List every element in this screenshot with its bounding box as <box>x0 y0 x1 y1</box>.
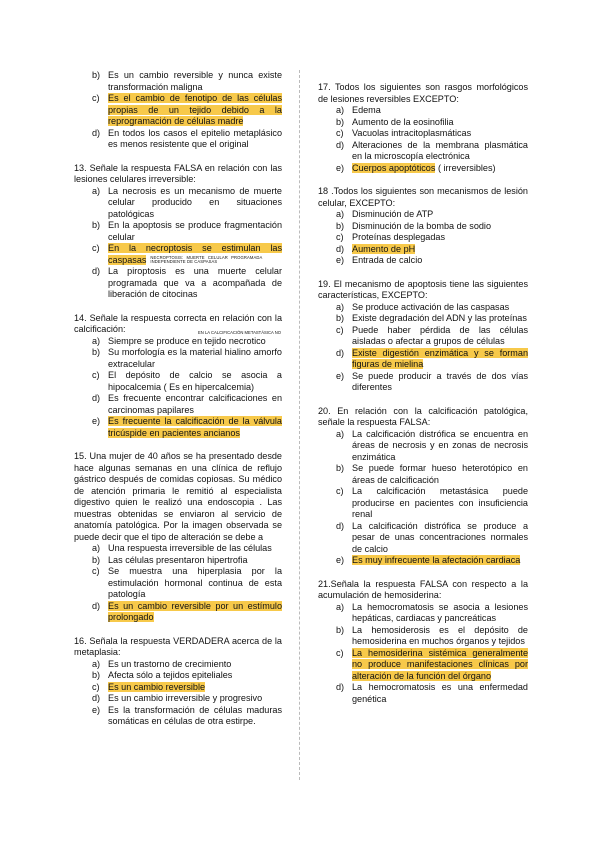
option-text: Vacuolas intracitoplasmáticas <box>352 128 472 138</box>
option-16b[interactable]: b) Afecta sólo a tejidos epiteliales <box>92 670 233 680</box>
option-text-highlighted: La hemosiderina sistémica generalmente no produce manifestaciones clínicas por alteración de la función del órgano <box>352 647 528 681</box>
options-list <box>74 543 282 624</box>
question-17 <box>318 82 528 174</box>
option-17a[interactable]: a) Edema <box>336 105 381 115</box>
option-text: Aumento de la eosinofilia <box>352 116 454 127</box>
option-20a[interactable]: a) La calcificación distrófica se encuentra en áreas de necrosis y en zonas de necrosis enzimática <box>336 428 528 462</box>
option-text: La calcificación distrófica se produce a pesar de unas concentraciones normales de calcio <box>352 520 528 554</box>
option-20b[interactable]: b) Se puede formar hueso heterotópico en áreas de calcificación <box>336 463 528 485</box>
option-text: En todos los casos el epitelio metaplásico es menos resistente que el original <box>108 127 282 149</box>
option-text: La calcificación metastásica puede producirse en pacientes con insuficiencia renal <box>352 486 528 519</box>
option-15d[interactable]: d) Es un cambio reversible por un estímulo prolongado <box>92 600 282 622</box>
handwritten-note: NECROPTOSIS: MUERTE CELULAR PROGRAMADA INDEPENDIENTE DE CASPASAS <box>150 254 263 265</box>
option-text: Siempre se produce en tejido necrotico <box>108 335 266 346</box>
option-text: Es la transformación de células maduras somáticas en células de otra estirpe. <box>108 704 282 726</box>
option-19d[interactable]: d) Existe digestión enzimática y se forman figuras de mielina <box>336 347 528 369</box>
left-column <box>74 70 282 740</box>
option-21a[interactable]: a) La hemocromatosis se asocia a lesiones hepáticas, cardiacas y pancreáticas <box>336 601 528 623</box>
option-18e[interactable]: e) Entrada de calcio <box>336 255 423 265</box>
question-15 <box>74 451 282 624</box>
question-20 <box>318 406 528 567</box>
question-stem: 17. Todos los siguientes son rasgos morfológicos de lesiones reversibles EXCEPTO: <box>318 82 528 104</box>
option-17d[interactable]: d) Alteraciones de la membrana plasmática en la microscopía electrónica <box>336 139 528 161</box>
option-18b[interactable]: b) Disminución de la bomba de sodio <box>336 220 492 231</box>
option-text: Edema <box>352 105 381 115</box>
option-text-highlighted: Es el cambio de fenotipo de las células propias de un tejido debido a la reprogramación de células madre <box>108 93 282 126</box>
option-19a[interactable]: a) Se produce activación de las caspasas <box>336 301 510 312</box>
option-text: Se puede producir a través de dos vías diferentes <box>352 370 528 392</box>
option-text: Se produce activación de las caspasas <box>352 301 510 312</box>
option-text: La hemocromatosis se asocia a lesiones hepáticas, cardiacas y pancreáticas <box>352 601 528 623</box>
option-15c[interactable]: c) Se muestra una hiperplasia por la estimulación hormonal continua de esta patología <box>92 566 282 599</box>
option-19c[interactable]: c) Puede haber pérdida de las células aisladas o afectar a grupos de células <box>336 324 528 346</box>
option-text-highlighted: Es muy infrecuente la afectación cardiaca <box>352 555 521 565</box>
options-list <box>318 209 528 267</box>
option-text: Es un cambio reversible y nunca existe transformación maligna <box>108 70 282 92</box>
option-19b[interactable]: b) Existe degradación del ADN y las proteínas <box>336 313 527 323</box>
right-column <box>318 70 528 717</box>
question-stem: 13. Señale la respuesta FALSA en relación con las lesiones celulares irreversible: <box>74 162 282 184</box>
option-14c[interactable]: c) El depósito de calcio se asocia a hipocalcemia ( Es en hipercalcemia) <box>92 370 282 392</box>
option-13d[interactable]: d) La piroptosis es una muerte celular programada que va a acompañada de liberación de citocinas <box>92 266 282 299</box>
question-stem: 18 .Todos los siguientes son mecanismos de lesión celular, EXCEPTO: <box>318 186 528 208</box>
option-13c[interactable]: c) En la necroptosis se estimulan las caspasas NECROPTOSIS: MUERTE CELULAR PROGRAMADA INDEPENDIENTE DE CASPASAS <box>92 243 282 265</box>
option-text: Existe degradación del ADN y las proteínas <box>352 313 527 323</box>
option-text-highlighted: Es un cambio reversible por un estímulo prolongado <box>108 600 282 622</box>
option-16c[interactable]: c) Es un cambio reversible <box>92 681 206 692</box>
options-list <box>318 105 528 174</box>
question-stem: 20. En relación con la calcificación patológica, señale la respuesta FALSA: <box>318 405 528 427</box>
option-text: Su morfología es la material hialino amorfo extracelular <box>108 347 282 369</box>
calcification-note: EN LA CALCIFICACIÓN METASTÁSICA NO <box>198 329 281 335</box>
options-list <box>74 336 282 440</box>
options-list <box>318 302 528 394</box>
option-21d[interactable]: d) La hemocromatosis es una enfermedad genética <box>336 682 528 704</box>
option-12b[interactable]: b) Es un cambio reversible y nunca existe transformación maligna <box>92 70 282 92</box>
option-14a[interactable]: a) Siempre se produce en tejido necrotico <box>92 335 266 346</box>
option-20d[interactable]: d) La calcificación distrófica se produce a pesar de unas concentraciones normales de calcio <box>336 520 528 554</box>
options-list <box>318 602 528 706</box>
question-16 <box>74 636 282 728</box>
option-14e[interactable]: e) Es frecuente la calcificación de la válvula tricúspide en pacientes ancianos <box>92 416 282 438</box>
option-17e[interactable]: e) Cuerpos apoptóticos ( irreversibles) <box>336 162 496 173</box>
options-list <box>74 70 282 151</box>
question-19 <box>318 279 528 394</box>
option-text: Se muestra una hiperplasia por la estimulación hormonal continua de esta patología <box>108 566 282 599</box>
question-14 <box>74 313 282 440</box>
column-divider <box>299 70 300 780</box>
option-21c[interactable]: c) La hemosiderina sistémica generalmente no produce manifestaciones clínicas por alteración de la función del órgano <box>336 647 528 681</box>
option-text: Puede haber pérdida de las células aisladas o afectar a grupos de células <box>352 324 528 346</box>
option-text-highlighted: Cuerpos apoptóticos <box>352 162 436 173</box>
option-text-highlighted: Existe digestión enzimática y se forman figuras de mielina <box>352 347 528 369</box>
option-16a[interactable]: a) Es un trastorno de crecimiento <box>92 658 232 669</box>
options-list <box>74 659 282 728</box>
option-text: La hemocromatosis es una enfermedad genética <box>352 682 528 704</box>
option-text-highlighted: Es frecuente la calcificación de la válvula tricúspide en pacientes ancianos <box>108 416 282 438</box>
option-text: Proteínas desplegadas <box>352 232 446 242</box>
option-18d[interactable]: d) Aumento de pH <box>336 243 416 254</box>
option-15b[interactable]: b) Las células presentaron hipertrofia <box>92 554 248 565</box>
question-stem: 21.Señala la respuesta FALSA con respecto a la acumulación de hemosiderina: <box>318 578 528 600</box>
option-16e[interactable]: e) Es la transformación de células maduras somáticas en células de otra estirpe. <box>92 704 282 726</box>
question-stem: 16. Señala la respuesta VERDADERA acerca de la metaplasia: <box>74 635 282 657</box>
option-13b[interactable]: b) En la apoptosis se produce fragmentación celular <box>92 220 282 242</box>
question-stem: 15. Una mujer de 40 años se ha presentado desde hace algunas semanas en una clínica de reflujo gástrico después de comidas copiosas. Su médico de atención primaria le remitió al especialista digestivo quien le realizó una endoscopia . Las muestras obtenidas se enviaron al servicio de anatomía patológica. Por la imagen observada se puede decir que el tipo de alteración se debe a <box>74 451 282 542</box>
option-text-highlighted: Es un cambio reversible <box>108 681 206 692</box>
option-20e[interactable]: e) Es muy infrecuente la afectación cardiaca <box>336 555 521 565</box>
option-21b[interactable]: b) La hemosiderosis es el depósito de hemosiderina en muchos órganos y tejidos <box>336 624 528 646</box>
option-12d[interactable]: d) En todos los casos el epitelio metaplásico es menos resistente que el original <box>92 127 282 149</box>
option-19e[interactable]: e) Se puede producir a través de dos vías diferentes <box>336 370 528 392</box>
option-text: Disminución de ATP <box>352 209 434 219</box>
option-20c[interactable]: c) La calcificación metastásica puede producirse en pacientes con insuficiencia renal <box>336 486 528 519</box>
option-text: El depósito de calcio se asocia a hipocalcemia ( Es en hipercalcemia) <box>108 370 282 392</box>
question-13 <box>74 163 282 301</box>
option-text: Es un cambio irreversible y progresivo <box>108 693 263 703</box>
options-list <box>74 186 282 301</box>
question-21 <box>318 579 528 706</box>
option-text: La hemosiderosis es el depósito de hemosiderina en muchos órganos y tejidos <box>352 624 528 646</box>
option-text: En la apoptosis se produce fragmentación celular <box>108 220 282 242</box>
question-stem: 14. Señale la respuesta correcta en relación con la calcificación: <box>74 312 282 334</box>
option-text: Disminución de la bomba de sodio <box>352 220 492 231</box>
option-17b[interactable]: b) Aumento de la eosinofilia <box>336 116 454 127</box>
option-text: Se puede formar hueso heterotópico en áreas de calcificación <box>352 463 528 485</box>
option-16d[interactable]: d) Es un cambio irreversible y progresivo <box>92 693 263 703</box>
question-stem: 19. El mecanismo de apoptosis tiene las siguientes características, EXCEPTO: <box>318 278 528 300</box>
option-13a[interactable]: a) La necrosis es un mecanismo de muerte celular producido en situaciones patológicas <box>92 185 282 219</box>
option-18a[interactable]: a) Disminución de ATP <box>336 209 434 219</box>
option-15a[interactable]: a) Una respuesta irreversible de las células <box>92 543 272 553</box>
option-12c[interactable]: c) Es el cambio de fenotipo de las células propias de un tejido debido a la reprogramación de células madre <box>92 93 282 126</box>
option-17c[interactable]: c) Vacuolas intracitoplasmáticas <box>336 128 472 138</box>
option-text: Una respuesta irreversible de las células <box>108 543 272 553</box>
option-18c[interactable]: c) Proteínas desplegadas <box>336 232 446 242</box>
option-text: Entrada de calcio <box>352 255 423 265</box>
option-suffix: ( irreversibles) <box>435 162 496 173</box>
option-text: Es un trastorno de crecimiento <box>108 658 232 669</box>
option-text: Afecta sólo a tejidos epiteliales <box>108 670 233 680</box>
option-text-highlighted: Aumento de pH <box>352 243 416 254</box>
option-text: La piroptosis es una muerte celular programada que va a acompañada de liberación de citocinas <box>108 266 282 299</box>
option-text: Las células presentaron hipertrofia <box>108 554 248 565</box>
options-list <box>318 429 528 567</box>
option-text: Es frecuente encontrar calcificaciones en carcinomas papilares <box>108 393 282 415</box>
option-text-highlighted: En la necroptosis se estimulan las caspasas <box>108 243 282 265</box>
option-text: La calcificación distrófica se encuentra en áreas de necrosis y en zonas de necrosis enzimática <box>352 428 528 462</box>
question-12-continued <box>74 70 282 151</box>
option-14b[interactable]: b) Su morfología es la material hialino amorfo extracelular <box>92 347 282 369</box>
option-14d[interactable]: d) Es frecuente encontrar calcificaciones en carcinomas papilares <box>92 393 282 415</box>
question-18 <box>318 186 528 267</box>
option-text: La necrosis es un mecanismo de muerte celular producido en situaciones patológicas <box>108 185 282 219</box>
option-text: Alteraciones de la membrana plasmática en la microscopía electrónica <box>352 139 528 161</box>
